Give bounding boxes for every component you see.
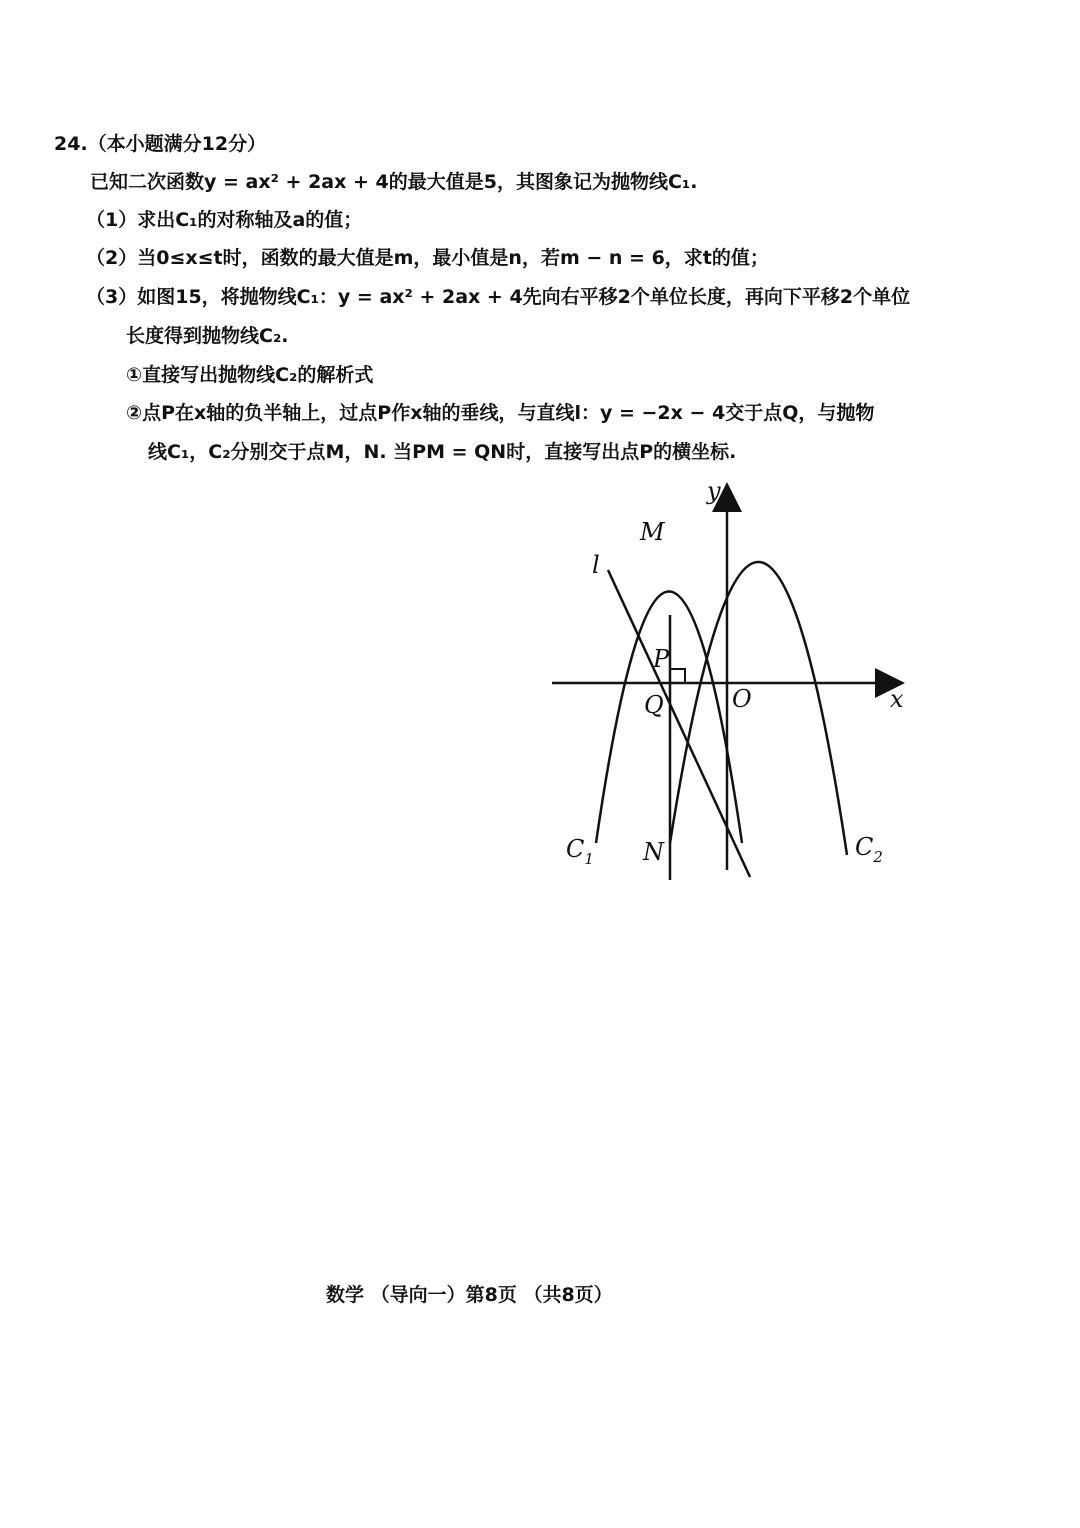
- label-m: M: [640, 518, 665, 546]
- parabola-c2: [670, 562, 847, 855]
- line-l: [608, 570, 750, 877]
- label-c1-subscript: 1: [584, 850, 594, 868]
- label-c2: [855, 833, 883, 866]
- sub-question-1: ①直接写出抛物线C₂的解析式: [126, 364, 374, 386]
- label-n: N: [643, 838, 664, 866]
- label-c1: [566, 835, 594, 868]
- problem-title: 24.（本小题满分12分）: [54, 133, 267, 155]
- label-c1-letter: C: [566, 835, 585, 863]
- label-x: x: [890, 685, 904, 713]
- part-2: （2）当0≤x≤t时，函数的最大值是m，最小值是n，若m − n = 6，求t的值；: [86, 247, 769, 269]
- right-angle-mark: [670, 669, 685, 683]
- label-o: O: [732, 685, 752, 713]
- problem-stem: 已知二次函数y = ax² + 2ax + 4的最大值是5，其图象记为抛物线C₁.: [90, 171, 698, 193]
- label-l: l: [592, 551, 600, 579]
- label-p: P: [653, 645, 670, 673]
- sub-question-2-line-2: 线C₁，C₂分别交于点M，N. 当PM = QN时，直接写出点P的横坐标.: [148, 441, 737, 463]
- label-c2-subscript: 2: [873, 848, 883, 866]
- part-3-line-1: （3）如图15，将抛物线C₁：y = ax² + 2ax + 4先向右平移2个单位长度，再向下平移2个单位: [86, 286, 911, 308]
- label-y: y: [707, 477, 721, 505]
- part-1: （1）求出C₁的对称轴及a的值；: [86, 209, 363, 231]
- part-3-line-2: 长度得到抛物线C₂.: [126, 325, 289, 347]
- sub-question-2-line-1: ②点P在x轴的负半轴上，过点P作x轴的垂线，与直线l：y = −2x − 4交于点Q，与抛物: [126, 402, 875, 424]
- page-footer: 数学 （导向一）第8页 （共8页）: [326, 1284, 613, 1306]
- figure-15: [545, 475, 925, 895]
- label-c2-letter: C: [855, 833, 874, 861]
- label-q: Q: [644, 691, 664, 719]
